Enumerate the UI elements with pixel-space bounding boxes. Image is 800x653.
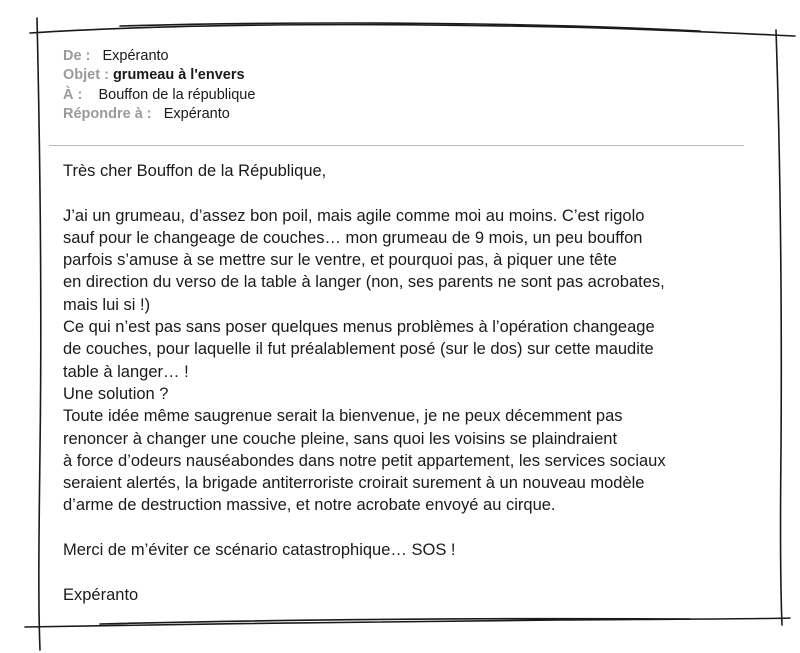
message-line: sauf pour le changeage de couches… mon grumeau de 9 mois, un peu bouffon: [63, 228, 643, 247]
message-line: renoncer à changer une couche pleine, sans quoi les voisins se plaindraient: [63, 429, 618, 448]
message-line: table à langer… !: [63, 362, 189, 381]
from-value: Expéranto: [102, 48, 169, 64]
message-line: de couches, pour laquelle il fut préalablement posé (sur le dos) sur cette maudite: [63, 340, 654, 359]
reply-value: Expéranto: [163, 105, 230, 122]
header-separator: [49, 145, 744, 146]
to-label: À :: [63, 86, 83, 103]
closing-line: Merci de m’éviter ce scénario catastrophique… SOS !: [63, 541, 456, 560]
subject-row: [63, 66, 255, 85]
paragraph-gap: [63, 182, 763, 204]
email-header: [63, 47, 255, 124]
subject-label: Objet :: [63, 67, 109, 84]
message-body: [63, 160, 763, 606]
greeting: Très cher Bouffon de la République,: [63, 162, 327, 180]
message-line: Ce qui n’est pas sans poser quelques menus problèmes à l’opération changeage: [63, 318, 655, 337]
paragraph-gap: [63, 517, 763, 539]
message-line: Une solution ?: [63, 384, 169, 403]
to-row: [63, 86, 255, 105]
from-label: De :: [63, 48, 91, 64]
frame-left-edge: [37, 18, 41, 650]
message-line: en direction du verso de la table à langer (non, ses parents ne sont pas acrobates,: [63, 273, 665, 292]
from-row: [63, 47, 255, 66]
signature: Expéranto: [63, 585, 139, 604]
message-line: Toute idée même saugrenue serait la bienvenue, je ne peux décemment pas: [63, 407, 623, 426]
paragraph-gap: [63, 561, 763, 583]
reply-row: [63, 105, 255, 124]
frame-right-edge: [776, 30, 782, 625]
message-line: J’ai un grumeau, d’assez bon poil, mais agile comme moi au moins. C’est rigolo: [63, 206, 645, 225]
reply-label: Répondre à :: [63, 105, 152, 122]
message-line: seraient alertés, la brigade antiterroriste croirait surement à un nouveau modèle: [63, 474, 645, 493]
message-line: parfois s’amuse à se mettre sur le ventre, et pourquoi pas, à piquer une tête: [63, 251, 617, 270]
to-value: Bouffon de la république: [98, 86, 256, 103]
subject-value: grumeau à l'envers: [112, 67, 245, 84]
message-line: à force d’odeurs nauséabondes dans notre petit appartement, les services sociaux: [63, 451, 666, 470]
message-line: d’arme de destruction massive, et notre acrobate envoyé au cirque.: [63, 496, 556, 515]
message-line: mais lui si !): [63, 295, 151, 314]
